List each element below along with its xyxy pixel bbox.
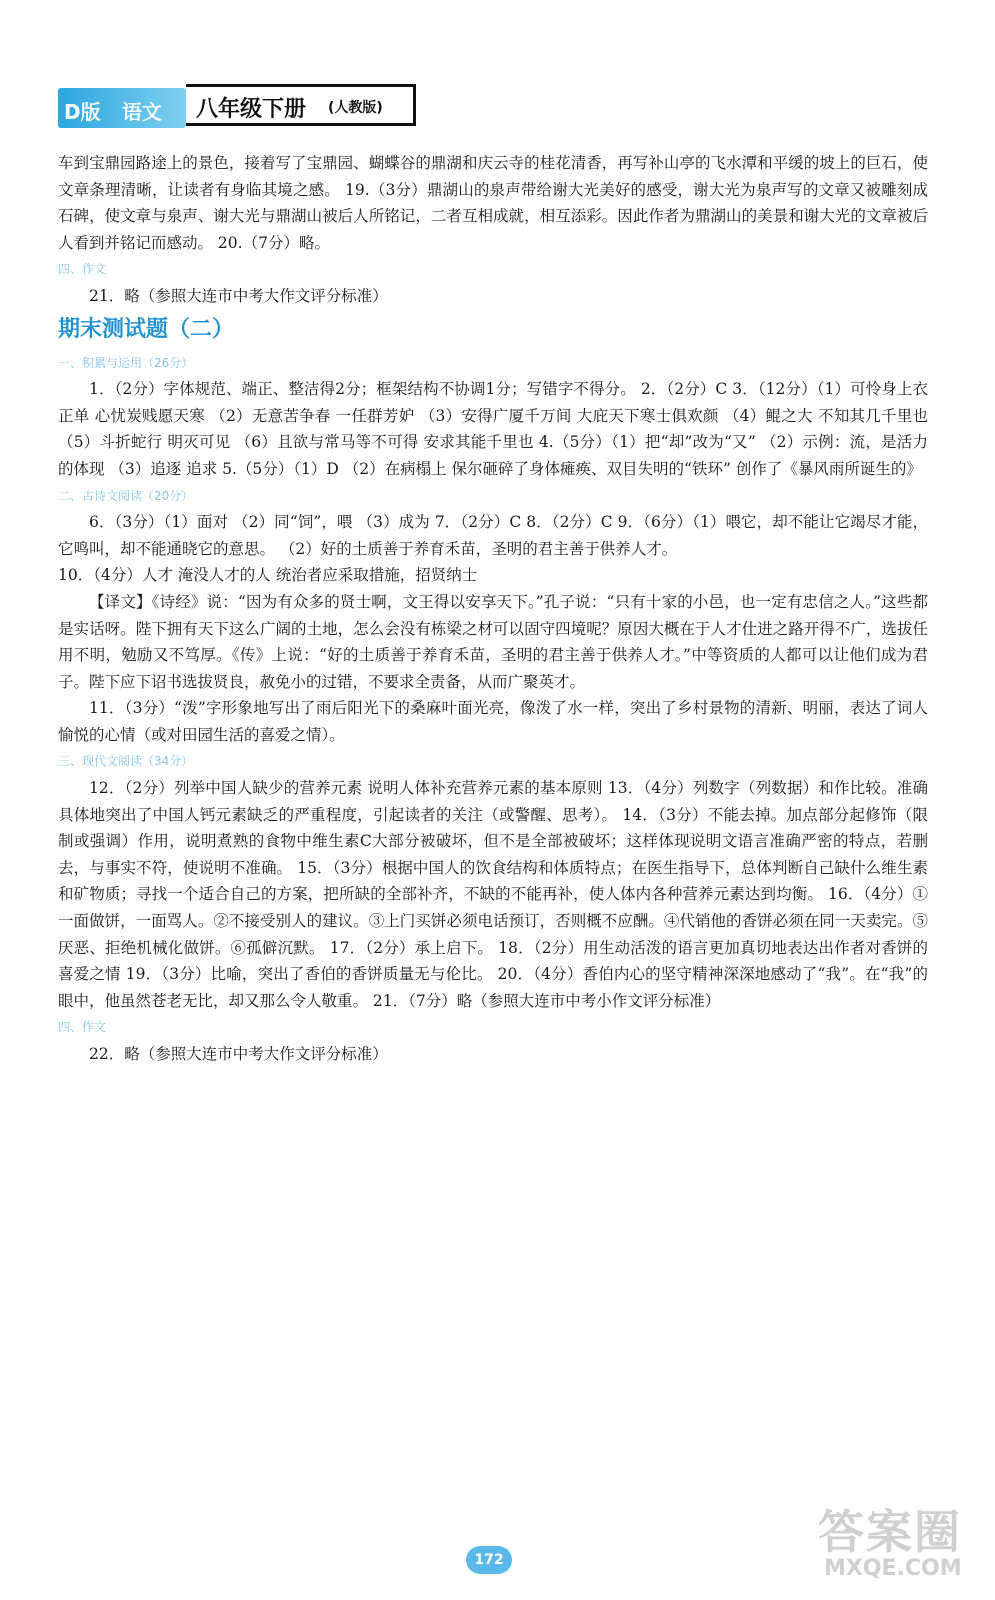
page-number: 172 (466, 1546, 512, 1574)
paragraph-1: 1．（2分）字体规范、端正、整洁得2分；框架结构不协调1分；写错字不得分。 2．（2分）C 3．（12分）（1）可怜身上衣正单 心忧炭贱愿天寒 （2）无意苦争春 一任群芳妒 （3）安得广厦千万间 大庇天下寒士俱欢颜 （4）鲲之大 不知其几千里也 （5）斗折蛇行 明灭可见 （6）且欲与常马等不可得 安求其能千里也 4.（5分）（1）把“却”改为“又” （2）示例：流，是活力的体现 （3）追逐 追求 5.（5分）（1）D （2）在病榻上 保尔砸碎了身体瘫痪、双目失明的“铁环” 创作了《暴风雨所诞生的》 (58, 380, 928, 478)
site-watermark (818, 1496, 978, 1586)
exam-title: 期末测试题（二） (58, 316, 235, 342)
q21-top: 21．略（参照大连市中考大作文评分标准） (89, 286, 388, 305)
section-part-1: 一、积累与运用（26分） (58, 355, 194, 370)
book-header (58, 82, 418, 130)
paragraph-2: 6．（3分）（1）面对 （2）同“饲”，喂 （3）成为 7．（2分）C 8．（2分）C 9．（6分）（1）喂它，却不能让它竭尽才能，它鸣叫，却不能通晓它的意思。 （2）好的土质善于养育禾苗，圣明的君主善于供养人才。 (58, 513, 928, 558)
section-writing-1: 四、作文 (58, 262, 107, 277)
paragraph-6: 12．（2分）列举中国人缺少的营养元素 说明人体补充营养元素的基本原则 13．（4分）列数字（列数据）和作比较。准确具体地突出了中国人钙元素缺乏的严重程度，引起读者的关注（或警醒、思考）。 14．（3分）不能去掉。加点部分起修饰（限制或强调）作用，说明煮熟的食物中维生素C大部分被破坏，但不是全部被破坏；这样体现说明文语言准确严密的特点，若删去，与事实不符，使说明不准确。 15．（3分）根据中国人的饮食结构和体质特点；在医生指导下，总体判断自己缺什么维生素和矿物质；寻找一个适合自己的方案，把所缺的全部补齐，不缺的不能再补，使人体内各种营养元素达到均衡。 16．（4分）①一面做饼，一面骂人。②不接受别人的建议。③上门买饼必须电话预订，否则概不应酬。④代销他的香饼必须在同一天卖完。⑤厌恶、拒绝机械化做饼。⑥孤僻沉默。 17．（2分）承上启下。 18．（2分）用生动活泼的语言更加真切地表达出作者对香饼的喜爱之情 19．（3分）比喻，突出了香伯的香饼质量无与伦比。 20．（4分）香伯内心的坚守精神深深地感动了“我”。在“我”的眼中，他虽然苍老无比，却又那么令人敬重。 21．（7分）略（参照大连市中考小作文评分标准） (58, 779, 928, 1010)
paragraph-3: 10．（4分）人才 淹没人才的人 统治者应采取措施，招贤纳士 (58, 566, 478, 585)
edition-letter: D版 (64, 100, 101, 124)
answer-content (58, 150, 928, 1068)
subject-label: 语文 (122, 100, 162, 124)
paragraph-5: 11．（3分）“泼”字形象地写出了雨后阳光下的桑麻叶面光亮，像泼了水一样，突出了乡村景物的清新、明丽，表达了词人愉悦的心情（或对田园生活的喜爱之情）。 (58, 699, 928, 744)
watermark-en: MXQE.COM (824, 1556, 962, 1581)
top-paragraph: 车到宝鼎园路途上的景色，接着写了宝鼎园、蝴蝶谷的鼎湖和庆云寺的桂花清香，再写补山亭的飞水潭和平缓的坡上的巨石，使文章条理清晰，让读者有身临其境之感。 19.（3分）鼎湖山的泉声带给谢大光美好的感受，谢大光为泉声写的文章又被雕刻成石碑，使文章与泉声、谢大光与鼎湖山被后人所铭记，二者互相成就，相互添彩。因此作者为鼎湖山的美景和谢大光的文章被后人看到并铭记而感动。 20.（7分）略。 (58, 154, 928, 252)
publisher-label: (人教版) (328, 100, 383, 116)
grade-label: 八年级下册 (196, 97, 307, 122)
paragraph-translation: 【译文】《诗经》说：“因为有众多的贤士啊，文王得以安享天下。”孔子说：“只有十家的小邑，也一定有忠信之人。”这些都是实话呀。陛下拥有天下这么广阔的土地，怎么会没有栋梁之材可以固守四境呢？原因大概在于人才仕进之路开得不广，选拔任用不明，勉励又不笃厚。《传》上说：“好的土质善于养育禾苗，圣明的君主善于供养人才。”中等资质的人都可以让他们成为君子。陛下应下诏书选拔贤良，赦免小的过错，不要求全责备，从而广聚英才。 (58, 592, 928, 691)
section-part-3: 三、现代文阅读（34分） (58, 754, 194, 769)
q22: 22．略（参照大连市中考大作文评分标准） (89, 1045, 388, 1063)
edition-badge (58, 88, 186, 128)
section-part-2: 二、古诗文阅读（20分） (58, 488, 194, 503)
watermark-cn: 答案圈 (818, 1505, 962, 1559)
section-writing-2: 四、作文 (58, 1020, 107, 1035)
grade-box (186, 84, 416, 126)
